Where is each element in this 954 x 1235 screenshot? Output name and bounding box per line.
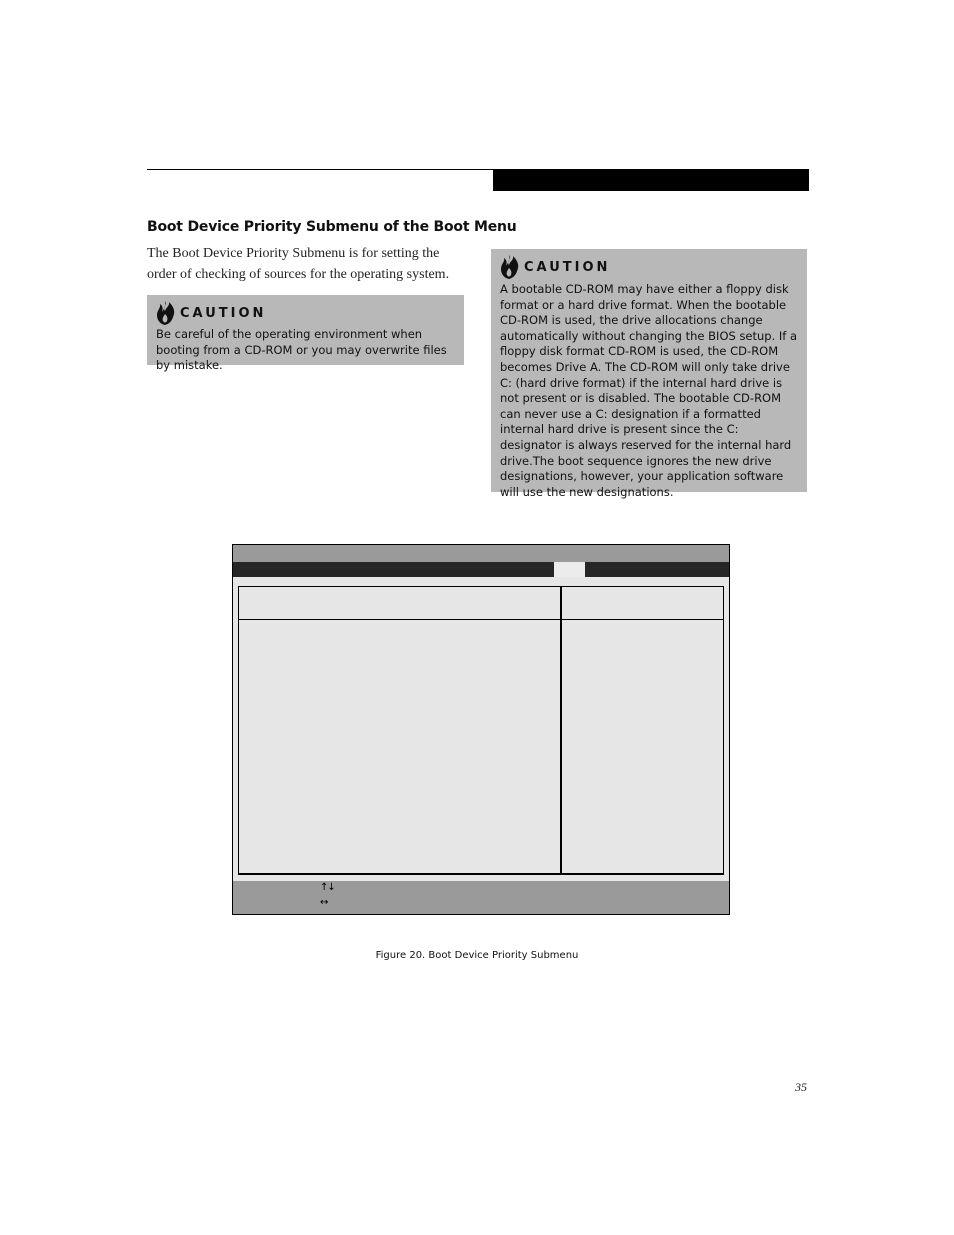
bios-panel-header-rule — [239, 619, 723, 620]
bios-screen — [232, 544, 730, 915]
bios-menu-bar[interactable] — [233, 562, 729, 577]
flame-icon — [500, 255, 520, 279]
caution-box-left — [147, 295, 464, 373]
caution-text: A bootable CD-ROM may have either a floppy disk format or a hard drive format. When the bootable CD-ROM is used, the drive allocations change automatically without changing the BIOS setup. If a floppy disk format CD-ROM is used, the CD-ROM becomes Drive A. The CD-ROM will only take drive C: (hard drive format) if the internal hard drive is not present or is disabled. The bootable CD-ROM can never use a C: designation if a formatted internal hard drive is present since the C: designator is always reserved for the internal hard drive.The boot sequence ignores the new drive designations, however, your application software will use the new designations. — [500, 282, 798, 499]
page-number: 35 — [795, 1080, 807, 1094]
left-right-arrows-icon: ↔ — [320, 897, 328, 908]
header-rule — [147, 169, 493, 170]
section-title: Boot Device Priority Submenu of the Boot Menu — [147, 219, 517, 235]
caution-header — [156, 302, 455, 324]
bios-title-band — [233, 545, 729, 562]
bios-settings-panel — [238, 586, 724, 875]
flame-icon — [156, 301, 176, 325]
figure-caption: Figure 20. Boot Device Priority Submenu — [375, 950, 579, 961]
bios-help-footer — [233, 881, 729, 914]
header-bar — [493, 169, 809, 191]
caution-label: CAUTION — [524, 259, 611, 275]
bios-tab-boot[interactable] — [554, 562, 585, 577]
caution-box-right — [491, 249, 807, 499]
caution-header — [500, 256, 798, 278]
intro-paragraph: The Boot Device Priority Submenu is for setting the order of checking of sources for the operating system. — [147, 246, 450, 282]
caution-label: CAUTION — [180, 305, 267, 321]
caution-text: Be careful of the operating environment when booting from a CD-ROM or you may overwrite files by mistake. — [156, 327, 447, 373]
up-down-arrows-icon: ↑↓ — [320, 882, 335, 893]
bios-panel-divider — [560, 587, 562, 873]
